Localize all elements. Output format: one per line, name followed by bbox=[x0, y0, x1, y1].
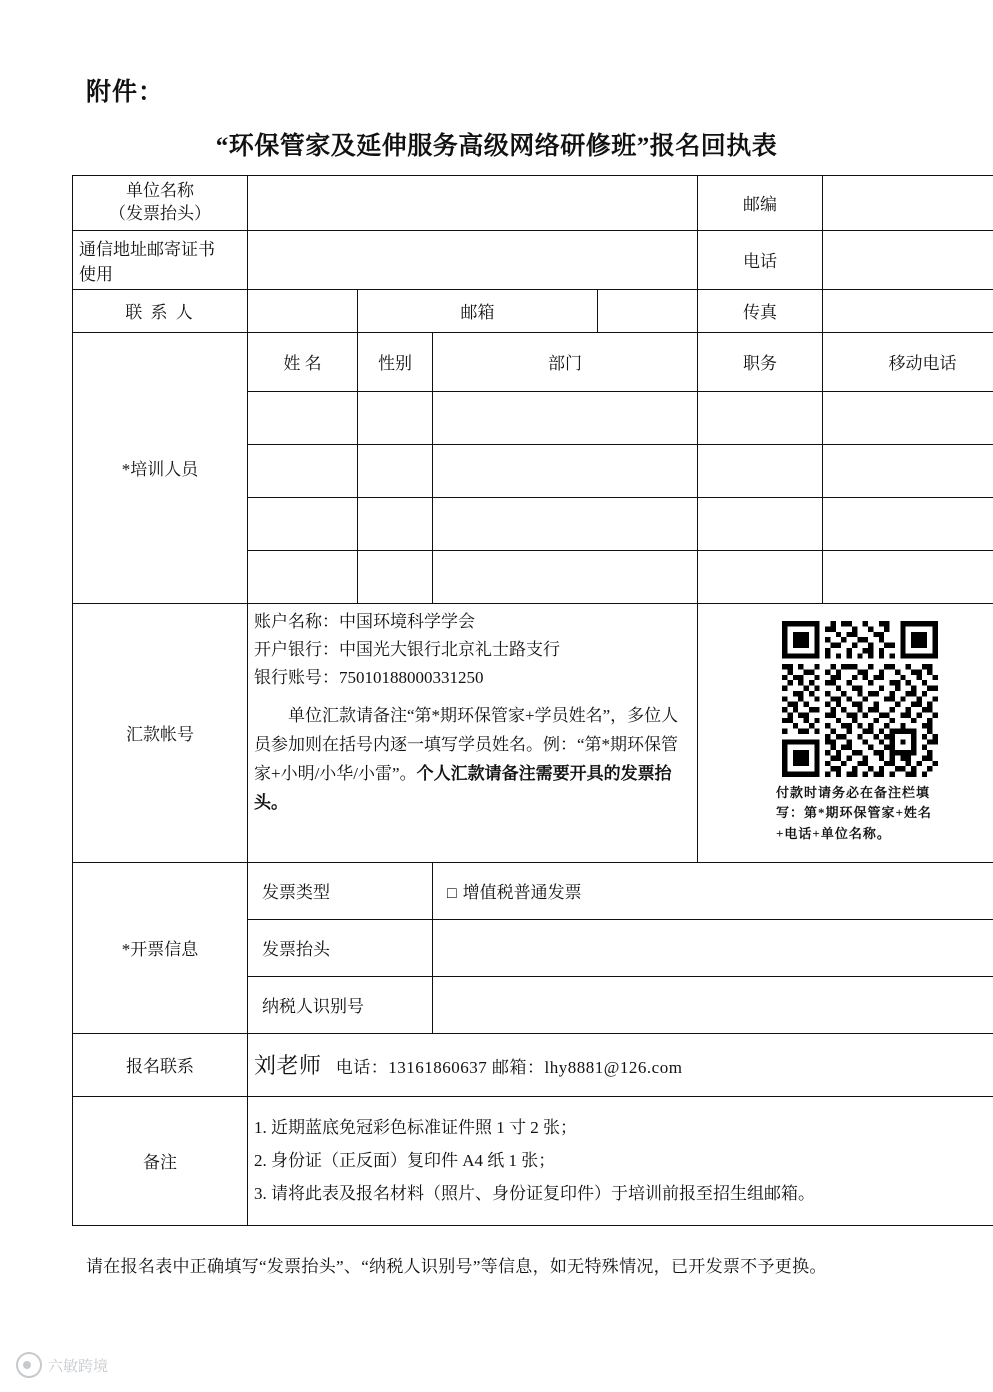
trainee-section-label: *培训人员 bbox=[73, 332, 248, 603]
unit-name-label bbox=[73, 176, 248, 231]
trainee-department-input[interactable] bbox=[433, 497, 698, 550]
trainee-name-input[interactable] bbox=[248, 391, 358, 444]
fax-label: 传真 bbox=[698, 289, 823, 332]
postcode-label: 邮编 bbox=[698, 176, 823, 231]
invoice-section-label: *开票信息 bbox=[73, 862, 248, 1033]
unit-name-input[interactable] bbox=[248, 176, 698, 231]
trainee-name-input[interactable] bbox=[248, 497, 358, 550]
remark-row bbox=[73, 1096, 993, 1225]
trainee-name-input[interactable] bbox=[248, 444, 358, 497]
invoice-type-option-label: 增值税普通发票 bbox=[462, 883, 582, 903]
trainee-mobile-input[interactable] bbox=[823, 497, 993, 550]
page-title: “环保管家及延伸服务高级网络研修班”报名回执表 bbox=[215, 133, 778, 160]
trainee-col-gender: 性别 bbox=[358, 332, 433, 391]
trainee-gender-input[interactable] bbox=[358, 550, 433, 603]
remark-item: 1. 近期蓝底免冠彩色标准证件照 1 寸 2 张； bbox=[254, 1118, 577, 1138]
unit-name-label-line2: （发票抬头） bbox=[109, 203, 211, 223]
account-name-line: 账户名称：中国环境科学学会 bbox=[254, 611, 475, 631]
trainee-position-input[interactable] bbox=[698, 391, 823, 444]
watermark-text: 六敏跨境 bbox=[48, 1357, 109, 1375]
invoice-type-checkbox[interactable]: □ bbox=[447, 885, 457, 903]
table-row bbox=[73, 289, 993, 332]
fax-input[interactable] bbox=[823, 289, 993, 332]
email-input[interactable] bbox=[598, 289, 698, 332]
address-label bbox=[73, 230, 248, 289]
remark-item: 2. 身份证（正反面）复印件 A4 纸 1 张； bbox=[254, 1151, 556, 1171]
invoice-type-row bbox=[73, 862, 993, 919]
trainee-gender-input[interactable] bbox=[358, 391, 433, 444]
remittance-label: 汇款帐号 bbox=[73, 603, 248, 862]
trainee-department-input[interactable] bbox=[433, 550, 698, 603]
registration-form-table bbox=[72, 175, 993, 1226]
remittance-note-part2: 个人汇款请备注需要开具的发票抬头。 bbox=[254, 763, 672, 812]
trainee-mobile-input[interactable] bbox=[823, 444, 993, 497]
email-label bbox=[358, 289, 598, 332]
address-label-line1: 通信地址邮寄证书 bbox=[79, 239, 215, 259]
invoice-title-label: 发票抬头 bbox=[248, 919, 433, 976]
remittance-row bbox=[73, 603, 993, 862]
phone-label: 电话 bbox=[698, 230, 823, 289]
trainee-mobile-input[interactable] bbox=[823, 550, 993, 603]
remittance-note bbox=[254, 702, 691, 818]
trainee-gender-input[interactable] bbox=[358, 444, 433, 497]
remittance-details bbox=[248, 603, 698, 862]
taxpayer-id-input[interactable] bbox=[433, 976, 993, 1033]
trainee-position-input[interactable] bbox=[698, 497, 823, 550]
qr-code-icon bbox=[782, 621, 938, 777]
payment-qr-cell bbox=[698, 603, 993, 862]
address-input[interactable] bbox=[248, 230, 698, 289]
watermark bbox=[16, 1352, 108, 1378]
trainee-name-input[interactable] bbox=[248, 550, 358, 603]
signup-contact-name: 刘老师 bbox=[254, 1053, 322, 1079]
remittance-note-part1: 单位汇款请备注“第*期环保管家+学员姓名”，多位人员参加则在括号内逐一填写学员姓名。例：“第*期环保管家+小明/小华/小雷”。 bbox=[254, 706, 679, 783]
trainee-col-position: 职务 bbox=[698, 332, 823, 391]
signup-contact-row bbox=[73, 1033, 993, 1096]
invoice-type-label: 发票类型 bbox=[248, 862, 433, 919]
signup-contact-label: 报名联系 bbox=[73, 1033, 248, 1096]
signup-contact-value bbox=[248, 1033, 993, 1096]
remark-label: 备注 bbox=[73, 1096, 248, 1225]
unit-name-label-line1: 单位名称 bbox=[126, 181, 194, 200]
signup-contact-email[interactable]: 邮箱：lhy8881@126.com bbox=[492, 1058, 683, 1078]
trainee-gender-input[interactable] bbox=[358, 497, 433, 550]
table-row bbox=[73, 176, 993, 231]
trainee-header-row bbox=[73, 332, 993, 391]
trainee-department-input[interactable] bbox=[433, 444, 698, 497]
bank-name-line: 开户银行：中国光大银行北京礼士路支行 bbox=[254, 639, 560, 659]
account-number-line: 银行账号：75010188000331250 bbox=[254, 667, 484, 687]
qr-caption: 付款时请务必在备注栏填写：第*期环保管家+姓名+电话+单位名称。 bbox=[776, 784, 932, 842]
trainee-position-input[interactable] bbox=[698, 550, 823, 603]
attachment-label: 附件： bbox=[86, 79, 165, 106]
invoice-title-input[interactable] bbox=[433, 919, 993, 976]
signup-contact-phone[interactable]: 电话：13161860637 bbox=[335, 1058, 488, 1078]
table-row bbox=[73, 230, 993, 289]
address-label-line2: 使用 bbox=[79, 264, 113, 284]
postcode-input[interactable] bbox=[823, 176, 993, 231]
footer-note: 请在报名表中正确填写“发票抬头”、“纳税人识别号”等信息，如无特殊情况，已开发票不予更换。 bbox=[86, 1257, 827, 1276]
trainee-col-mobile: 移动电话 bbox=[823, 332, 993, 391]
contact-person-input[interactable] bbox=[248, 289, 358, 332]
trainee-col-name: 姓 名 bbox=[248, 332, 358, 391]
taxpayer-id-label: 纳税人识别号 bbox=[248, 976, 433, 1033]
trainee-col-department: 部门 bbox=[433, 332, 698, 391]
trainee-position-input[interactable] bbox=[698, 444, 823, 497]
watermark-logo-icon bbox=[16, 1352, 42, 1378]
email-label-text: 邮箱 bbox=[460, 303, 495, 323]
contact-person-label: 联 系 人 bbox=[73, 289, 248, 332]
trainee-department-input[interactable] bbox=[433, 391, 698, 444]
remark-content bbox=[248, 1096, 993, 1225]
invoice-type-option[interactable] bbox=[433, 862, 993, 919]
trainee-mobile-input[interactable] bbox=[823, 391, 993, 444]
phone-input[interactable] bbox=[823, 230, 993, 289]
remark-item: 3. 请将此表及报名材料（照片、身份证复印件）于培训前报至招生组邮箱。 bbox=[254, 1184, 815, 1204]
